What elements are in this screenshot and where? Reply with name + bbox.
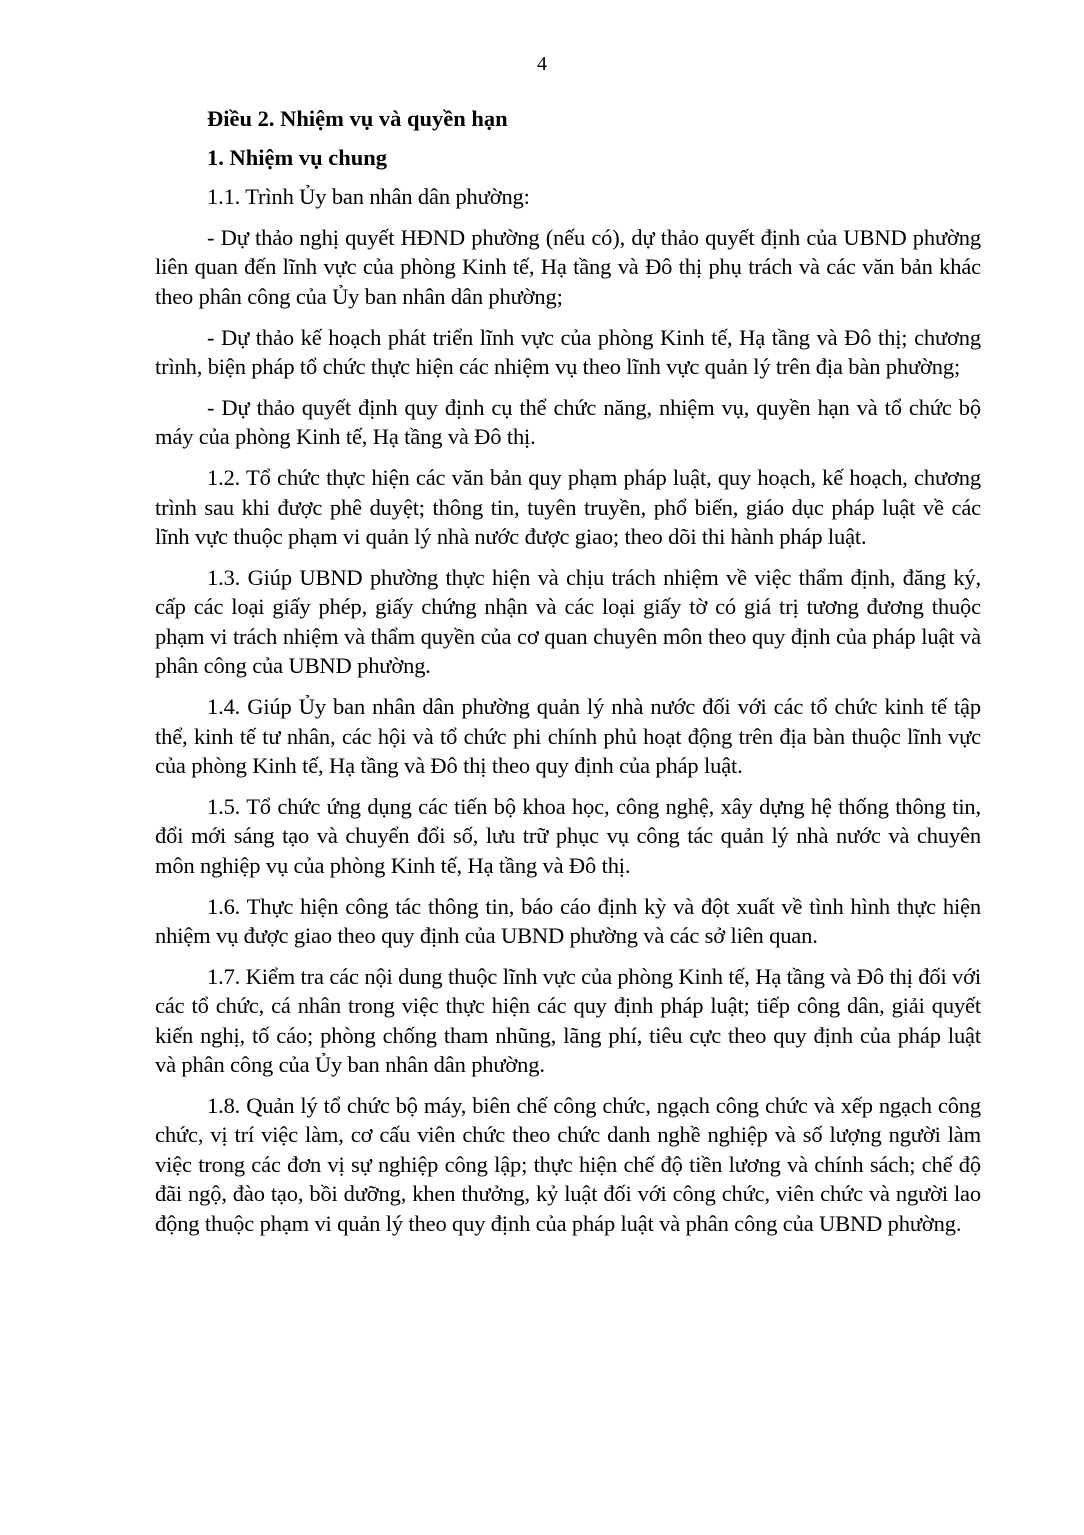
paragraph-1-7: 1.7. Kiểm tra các nội dung thuộc lĩnh vực của phòng Kinh tế, Hạ tầng và Đô thị đối với các tổ chức, cá nhân trong việc thực hiện các quy định pháp luật; tiếp công dân, giải quyết kiến nghị, tố cáo; phòng chống tham nhũng, lãng phí, tiêu cực theo quy định của pháp luật và phân công của Ủy ban nhân dân phường.	[155, 963, 981, 1078]
page-number: 4	[537, 53, 547, 75]
paragraph-draft-resolution: - Dự thảo nghị quyết HĐND phường (nếu có), dự thảo quyết định của UBND phường liên quan đến lĩnh vực của phòng Kinh tế, Hạ tầng và Đô thị phụ trách và các văn bản khác theo phân công của Ủy ban nhân dân phường;	[155, 224, 981, 309]
paragraph-1-5: 1.5. Tổ chức ứng dụng các tiến bộ khoa học, công nghệ, xây dựng hệ thống thông tin, đổi mới sáng tạo và chuyển đổi số, lưu trữ phục vụ công tác quản lý nhà nước và chuyên môn nghiệp vụ của phòng Kinh tế, Hạ tầng và Đô thị.	[155, 793, 981, 878]
paragraph-1-8: 1.8. Quản lý tổ chức bộ máy, biên chế công chức, ngạch công chức và xếp ngạch công chức, vị trí việc làm, cơ cấu viên chức theo chức danh nghề nghiệp và số lượng người làm việc trong các đơn vị sự nghiệp công lập; thực hiện chế độ tiền lương và chính sách; chế độ đãi ngộ, đào tạo, bồi dưỡng, khen thưởng, kỷ luật đối với công chức, viên chức và người lao động thuộc phạm vi quản lý theo quy định của pháp luật và phân công của UBND phường.	[155, 1092, 981, 1236]
paragraph-1-4: 1.4. Giúp Ủy ban nhân dân phường quản lý nhà nước đối với các tổ chức kinh tế tập thể, kinh tế tư nhân, các hội và tổ chức phi chính phủ hoạt động trên địa bàn thuộc lĩnh vực của phòng Kinh tế, Hạ tầng và Đô thị theo quy định của pháp luật.	[155, 694, 981, 778]
document-body	[155, 104, 981, 1250]
paragraph-1-1: 1.1. Trình Ủy ban nhân dân phường:	[207, 184, 530, 209]
article-title: Điều 2. Nhiệm vụ và quyền hạn	[207, 106, 508, 131]
paragraph-1-2: 1.2. Tổ chức thực hiện các văn bản quy phạm pháp luật, quy hoạch, kế hoạch, chương trình sau khi được phê duyệt; thông tin, tuyên truyền, phổ biến, giáo dục pháp luật về các lĩnh vực thuộc phạm vi quản lý nhà nước được giao; theo dõi thi hành pháp luật.	[155, 465, 981, 550]
paragraph-1-3: 1.3. Giúp UBND phường thực hiện và chịu trách nhiệm về việc thẩm định, đăng ký, cấp các loại giấy phép, giấy chứng nhận và các loại giấy tờ có giá trị tương đương thuộc phạm vi trách nhiệm và thẩm quyền của cơ quan chuyên môn theo quy định của pháp luật và phân công của UBND phường.	[155, 564, 981, 679]
section-title: 1. Nhiệm vụ chung	[207, 145, 388, 170]
paragraph-1-6: 1.6. Thực hiện công tác thông tin, báo cáo định kỳ và đột xuất về tình hình thực hiện nhiệm vụ được giao theo quy định của UBND phường và các sở liên quan.	[155, 893, 981, 948]
paragraph-draft-plan: - Dự thảo kế hoạch phát triển lĩnh vực của phòng Kinh tế, Hạ tầng và Đô thị; chương trình, biện pháp tổ chức thực hiện các nhiệm vụ theo lĩnh vực quản lý trên địa bàn phường;	[155, 324, 981, 380]
paragraph-draft-decision: - Dự thảo quyết định quy định cụ thể chức năng, nhiệm vụ, quyền hạn và tổ chức bộ máy của phòng Kinh tế, Hạ tầng và Đô thị.	[155, 394, 981, 450]
